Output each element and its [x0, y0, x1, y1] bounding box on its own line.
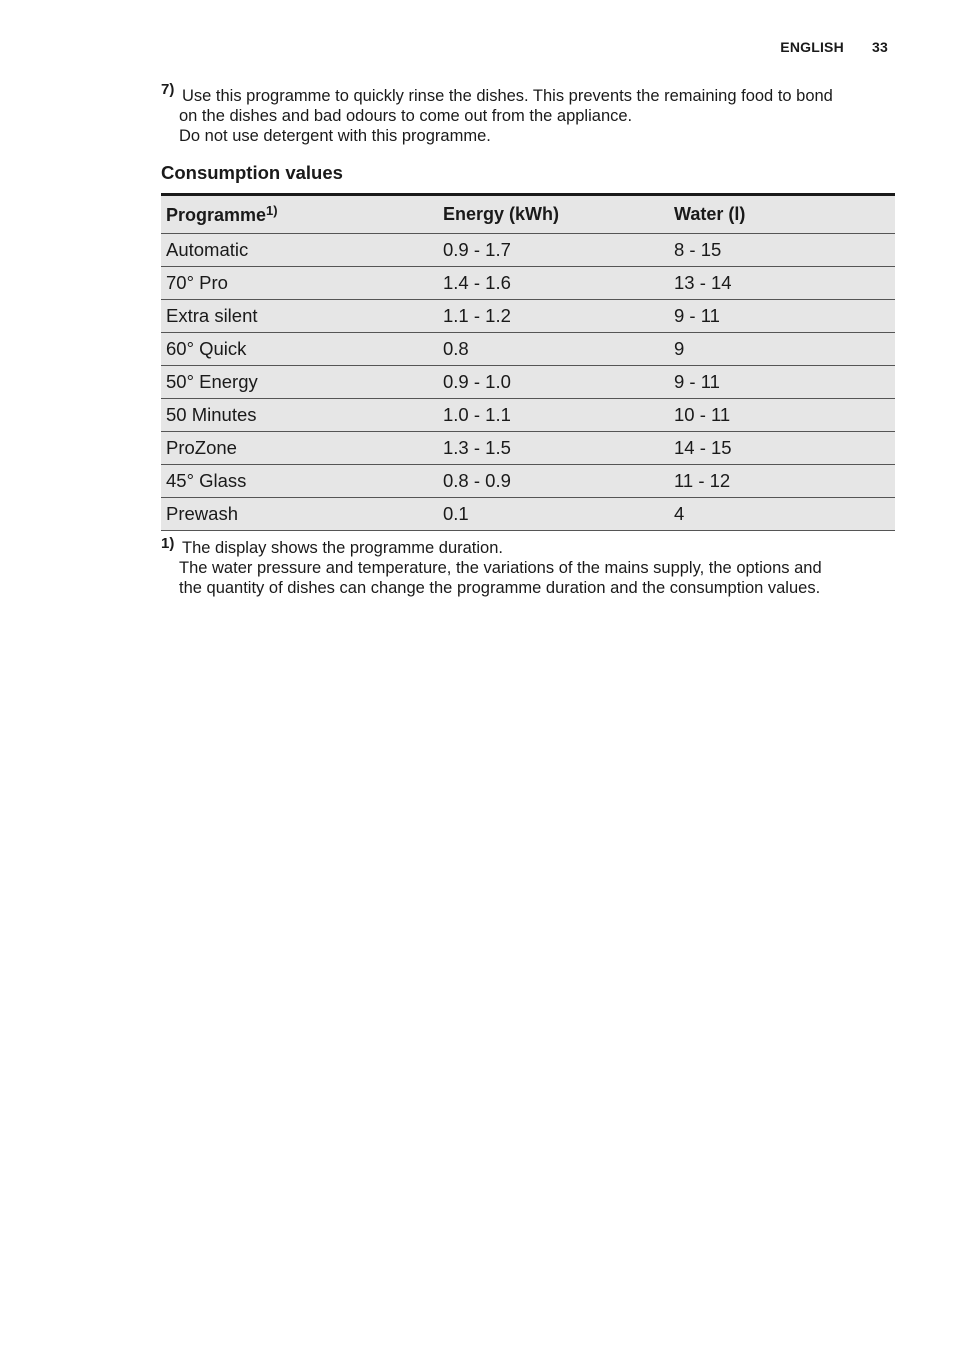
table-header-row	[161, 195, 895, 234]
section-title: Consumption values	[161, 162, 343, 183]
cell-energy: 0.9 - 1.7	[443, 239, 511, 260]
cell-water: 10 - 11	[674, 404, 731, 425]
cell-water: 13 - 14	[674, 272, 732, 293]
cell-programme: 50 Minutes	[166, 404, 257, 425]
note-line: Do not use detergent with this programme.	[179, 127, 491, 145]
cell-water: 14 - 15	[674, 437, 732, 458]
footnote-line: The water pressure and temperature, the variations of the mains supply, the options and	[179, 559, 822, 577]
cell-programme: Prewash	[166, 503, 238, 524]
consumption-table	[161, 193, 895, 531]
table-row	[161, 333, 895, 366]
cell-energy: 1.4 - 1.6	[443, 272, 511, 293]
column-header-energy: Energy (kWh)	[443, 204, 560, 224]
column-header-programme: Programme$^{1)}$	[166, 203, 278, 225]
page-header	[780, 39, 888, 55]
cell-energy: 0.9 - 1.0	[443, 371, 511, 392]
note-7	[161, 81, 891, 146]
cell-energy: 1.3 - 1.5	[443, 437, 511, 458]
cell-programme: ProZone	[166, 437, 237, 458]
table-row	[161, 366, 895, 399]
cell-programme: 60° Quick	[166, 338, 247, 359]
table-row	[161, 234, 895, 267]
footnote-ref: 1)	[266, 203, 278, 218]
footnote-line: the quantity of dishes can change the programme duration and the consumption values.	[179, 579, 821, 597]
table-row	[161, 498, 895, 531]
cell-programme: Extra silent	[166, 305, 258, 326]
cell-water: 4	[674, 503, 685, 524]
cell-energy: 1.0 - 1.1	[443, 404, 511, 425]
cell-programme: 45° Glass	[166, 470, 247, 491]
cell-energy: 0.1	[443, 503, 469, 524]
table-row	[161, 267, 895, 300]
table-body	[161, 234, 895, 531]
cell-energy: 0.8	[443, 338, 469, 359]
table-row	[161, 399, 895, 432]
cell-energy: 0.8 - 0.9	[443, 470, 511, 491]
table-row	[161, 300, 895, 333]
cell-programme: Automatic	[166, 239, 249, 260]
cell-programme: 50° Energy	[166, 371, 258, 392]
cell-water: 8 - 15	[674, 239, 722, 260]
table-row	[161, 432, 895, 465]
footnote-line: The display shows the programme duration.	[182, 539, 503, 557]
note-line: on the dishes and bad odours to come out from the appliance.	[179, 107, 633, 125]
cell-energy: 1.1 - 1.2	[443, 305, 511, 326]
page-number: 33	[872, 39, 888, 55]
table-row	[161, 465, 895, 498]
column-header-water: Water (l)	[674, 204, 746, 224]
note-line: Use this programme to quickly rinse the dishes. This prevents the remaining food to bond	[182, 87, 833, 105]
cell-programme: 70° Pro	[166, 272, 228, 293]
cell-water: 9 - 11	[674, 305, 720, 326]
language-label: ENGLISH	[780, 39, 844, 55]
cell-water: 9	[674, 338, 685, 359]
cell-water: 11 - 12	[674, 470, 731, 491]
note-marker: 7)	[161, 81, 175, 98]
footnote-marker: 1)	[161, 535, 175, 552]
footnote-1	[161, 535, 891, 598]
cell-water: 9 - 11	[674, 371, 720, 392]
